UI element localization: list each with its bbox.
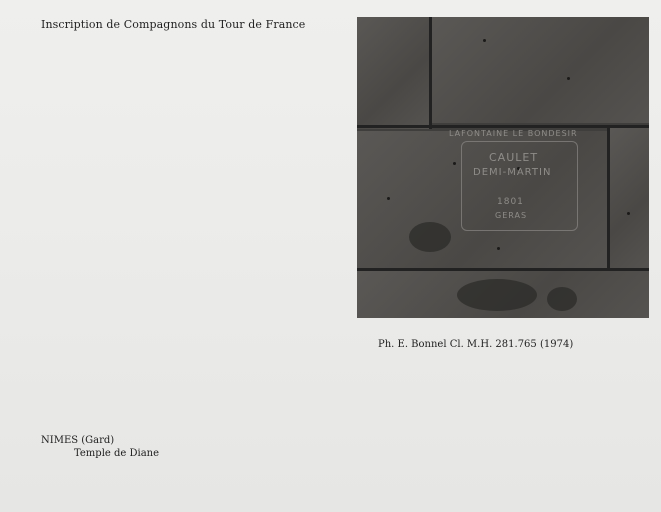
carved-text-line: CAULET	[489, 151, 539, 164]
carved-text-line: 1801	[497, 197, 524, 207]
location-place: NIMES (Gard)	[41, 435, 115, 446]
photo-credit: Ph. E. Bonnel Cl. M.H. 281.765 (1974)	[378, 339, 574, 350]
stone-block	[610, 127, 649, 268]
weathering-stain	[409, 222, 451, 252]
inscription-photograph	[357, 17, 649, 318]
weathering-stain	[457, 279, 537, 311]
carved-text-line: GERAS	[495, 211, 528, 220]
stone-pit	[567, 77, 570, 80]
mortar-joint	[429, 17, 432, 129]
stone-pit	[483, 39, 486, 42]
stone-block	[432, 17, 649, 123]
carved-text-line: DEMI-MARTIN	[473, 167, 552, 178]
mortar-joint	[357, 125, 649, 128]
mortar-joint	[607, 127, 610, 270]
stone-pit	[453, 162, 456, 165]
document-title: Inscription de Compagnons du Tour de France	[41, 18, 306, 31]
stone-pit	[387, 197, 390, 200]
carved-text-line: LAFONTAINE LE BONDESIR	[449, 129, 578, 138]
location-site: Temple de Diane	[74, 448, 160, 459]
stone-pit	[627, 212, 630, 215]
weathering-stain	[547, 287, 577, 311]
stone-pit	[497, 247, 500, 250]
stone-block	[357, 17, 429, 129]
mortar-joint	[357, 268, 649, 271]
